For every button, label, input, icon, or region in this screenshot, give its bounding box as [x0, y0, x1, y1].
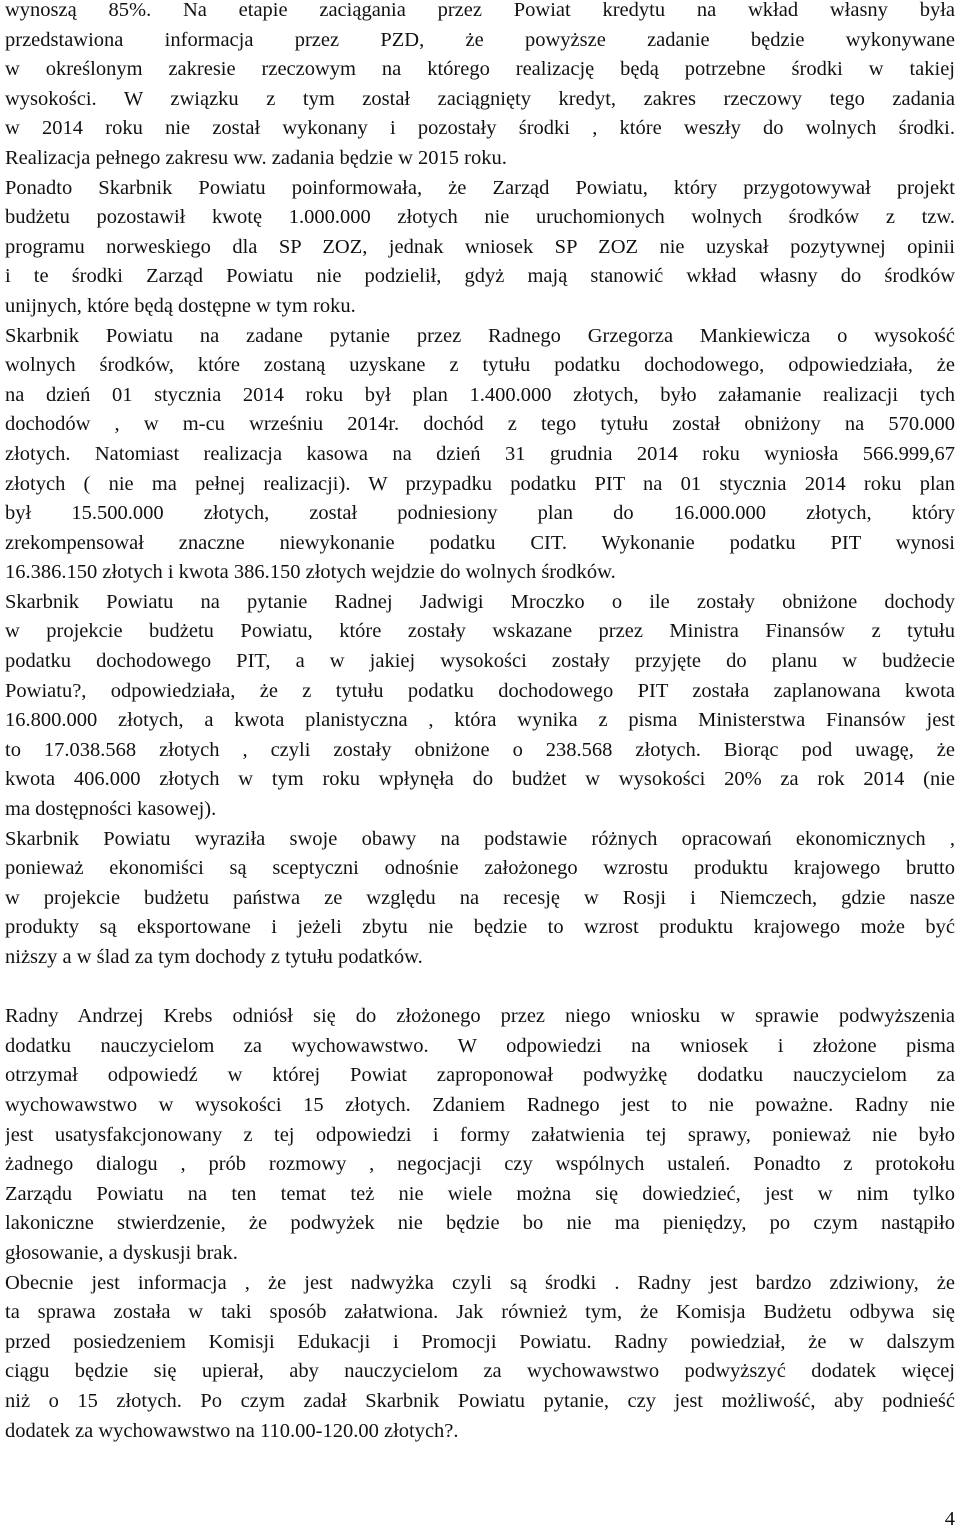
- text-line: złotych ( nie ma pełnej realizacji). W przypadku podatku PIT na 01 stycznia 2014 roku plan: [5, 472, 955, 495]
- text-line: niższy a w ślad za tym dochody z tytułu podatków.: [5, 946, 423, 968]
- text-line: otrzymał odpowiedź w której Powiat zaproponował podwyżkę dodatku nauczycielom za: [5, 1064, 955, 1087]
- paragraph: [5, 588, 955, 825]
- text-line: to 17.038.568 złotych , czyli zostały obniżone o 238.568 złotych. Biorąc pod uwagę, że: [5, 738, 955, 761]
- text-line: wolnych środków, które zostaną uzyskane z tytułu podatku dochodowego, odpowiedziała, że: [5, 354, 955, 377]
- paragraph: [5, 322, 955, 588]
- text-line: dodatku nauczycielom za wychowawstwo. W odpowiedzi na wniosek i złożone pisma: [5, 1034, 955, 1057]
- text-line: ciągu będzie się upierał, aby nauczycielom za wychowawstwo podwyższyć dodatek więcej: [5, 1360, 955, 1383]
- paragraph: [5, 1002, 955, 1268]
- text-line: i te środki Zarząd Powiatu nie podzielił, gdyż mają stanowić wkład własny do środków: [5, 265, 955, 288]
- page-number: 4: [944, 1508, 955, 1530]
- text-line: przedstawiona informacja przez PZD, że powyższe zadanie będzie wykonywane: [5, 28, 955, 51]
- text-line: w określonym zakresie rzeczowym na którego realizację będą potrzebne środki w takiej: [5, 58, 955, 81]
- text-line: programu norweskiego dla SP ZOZ, jednak wniosek SP ZOZ nie uzyskał pozytywnej opinii: [5, 235, 955, 258]
- text-line: Ponadto Skarbnik Powiatu poinformowała, że Zarząd Powiatu, który przygotowywał projekt: [5, 176, 955, 199]
- paragraph-gap: [5, 973, 955, 1003]
- text-line: dochodów , w m-cu wrześniu 2014r. dochód z tego tytułu został obniżony na 570.000: [5, 413, 955, 436]
- paragraph: [5, 174, 955, 322]
- text-line: Zarządu Powiatu na ten temat też nie wiele można się dowiedzieć, jest w nim tylko: [5, 1182, 955, 1205]
- text-line: w projekcie budżetu Powiatu, które zostały wskazane przez Ministra Finansów z tytułu: [5, 620, 955, 643]
- text-line: niż o 15 złotych. Po czym zadał Skarbnik Powiatu pytanie, czy jest możliwość, aby podnieść: [5, 1389, 955, 1412]
- text-line: na dzień 01 stycznia 2014 roku był plan 1.400.000 złotych, było załamanie realizacji tych: [5, 383, 955, 406]
- text-line: produkty są eksportowane i jeżeli zbytu nie będzie to wzrost produktu krajowego może być: [5, 916, 955, 939]
- text-line: budżetu pozostawił kwotę 1.000.000 złotych nie uruchomionych wolnych środków z tzw.: [5, 206, 955, 229]
- text-line: żadnego dialogu , prób rozmowy , negocjacji czy wspólnych ustaleń. Ponadto z protokołu: [5, 1153, 955, 1176]
- text-line: Powiatu?, odpowiedziała, że z tytułu podatku dochodowego PIT została zaplanowana kwota: [5, 679, 955, 702]
- text-line: Obecnie jest informacja , że jest nadwyżka czyli są środki . Radny jest bardzo zdziwiony, że: [5, 1271, 955, 1294]
- paragraph: [5, 0, 955, 174]
- text-line: Skarbnik Powiatu na zadane pytanie przez Radnego Grzegorza Mankiewicza o wysokość: [5, 324, 955, 347]
- text-line: wysokości. W związku z tym został zaciągnięty kredyt, zakres rzeczowy tego zadania: [5, 87, 955, 110]
- text-line: ma dostępności kasowej).: [5, 798, 217, 821]
- paragraph: [5, 1269, 955, 1447]
- text-line: złotych. Natomiast realizacja kasowa na dzień 31 grudnia 2014 roku wyniosła 566.999,67: [5, 442, 955, 465]
- text-line: 16.800.000 złotych, a kwota planistyczna , która wynika z pisma Ministerstwa Finansów jest: [5, 709, 955, 732]
- text-line: wynoszą 85%. Na etapie zaciągania przez Powiat kredytu na wkład własny była: [5, 0, 955, 21]
- text-line: Skarbnik Powiatu wyraziła swoje obawy na podstawie różnych opracowań ekonomicznych ,: [5, 827, 955, 850]
- text-line: podatku dochodowego PIT, a w jakiej wysokości zostały przyjęte do planu w budżecie: [5, 650, 955, 673]
- text-line: w 2014 roku nie został wykonany i pozostały środki , które weszły do wolnych środki.: [5, 117, 955, 140]
- text-line: Realizacja pełnego zakresu ww. zadania będzie w 2015 roku.: [5, 146, 507, 169]
- text-line: przed posiedzeniem Komisji Edukacji i Promocji Powiatu. Radny powiedział, że w dalszym: [5, 1330, 955, 1353]
- text-line: dodatek za wychowawstwo na 110.00-120.00 złotych?.: [5, 1419, 459, 1442]
- text-line: był 15.500.000 złotych, został podniesiony plan do 16.000.000 złotych, który: [5, 502, 955, 525]
- text-line: ponieważ ekonomiści są sceptyczni odnośnie założonego wzrostu produktu krajowego brutto: [5, 857, 955, 880]
- paragraph: [5, 825, 955, 973]
- text-line: jest usatysfakcjonowany z tej odpowiedzi i formy załatwienia tej sprawy, ponieważ nie było: [5, 1123, 955, 1146]
- text-line: wychowawstwo w wysokości 15 złotych. Zdaniem Radnego jest to nie poważne. Radny nie: [5, 1093, 955, 1116]
- text-line: zrekompensował znaczne niewykonanie podatku CIT. Wykonanie podatku PIT wynosi: [5, 531, 955, 554]
- text-line: kwota 406.000 złotych w tym roku wpłynęła do budżet w wysokości 20% za rok 2014 (nie: [5, 768, 955, 791]
- text-line: w projekcie budżetu państwa ze względu na recesję w Rosji i Niemczech, gdzie nasze: [5, 886, 955, 909]
- document-body: [5, 0, 955, 1446]
- text-line: głosowanie, a dyskusji brak.: [5, 1241, 238, 1264]
- text-line: 16.386.150 złotych i kwota 386.150 złotych wejdzie do wolnych środków.: [5, 561, 616, 584]
- text-line: unijnych, które będą dostępne w tym roku.: [5, 294, 356, 317]
- text-line: lakoniczne stwierdzenie, że podwyżek nie będzie bo nie ma pieniędzy, po czym nastąpiło: [5, 1212, 955, 1235]
- text-line: ta sprawa została w taki sposób załatwiona. Jak również tym, że Komisja Budżetu odbywa się: [5, 1301, 955, 1324]
- text-line: Radny Andrzej Krebs odniósł się do złożonego przez niego wniosku w sprawie podwyższenia: [5, 1005, 955, 1028]
- text-line: Skarbnik Powiatu na pytanie Radnej Jadwigi Mroczko o ile zostały obniżone dochody: [5, 590, 955, 613]
